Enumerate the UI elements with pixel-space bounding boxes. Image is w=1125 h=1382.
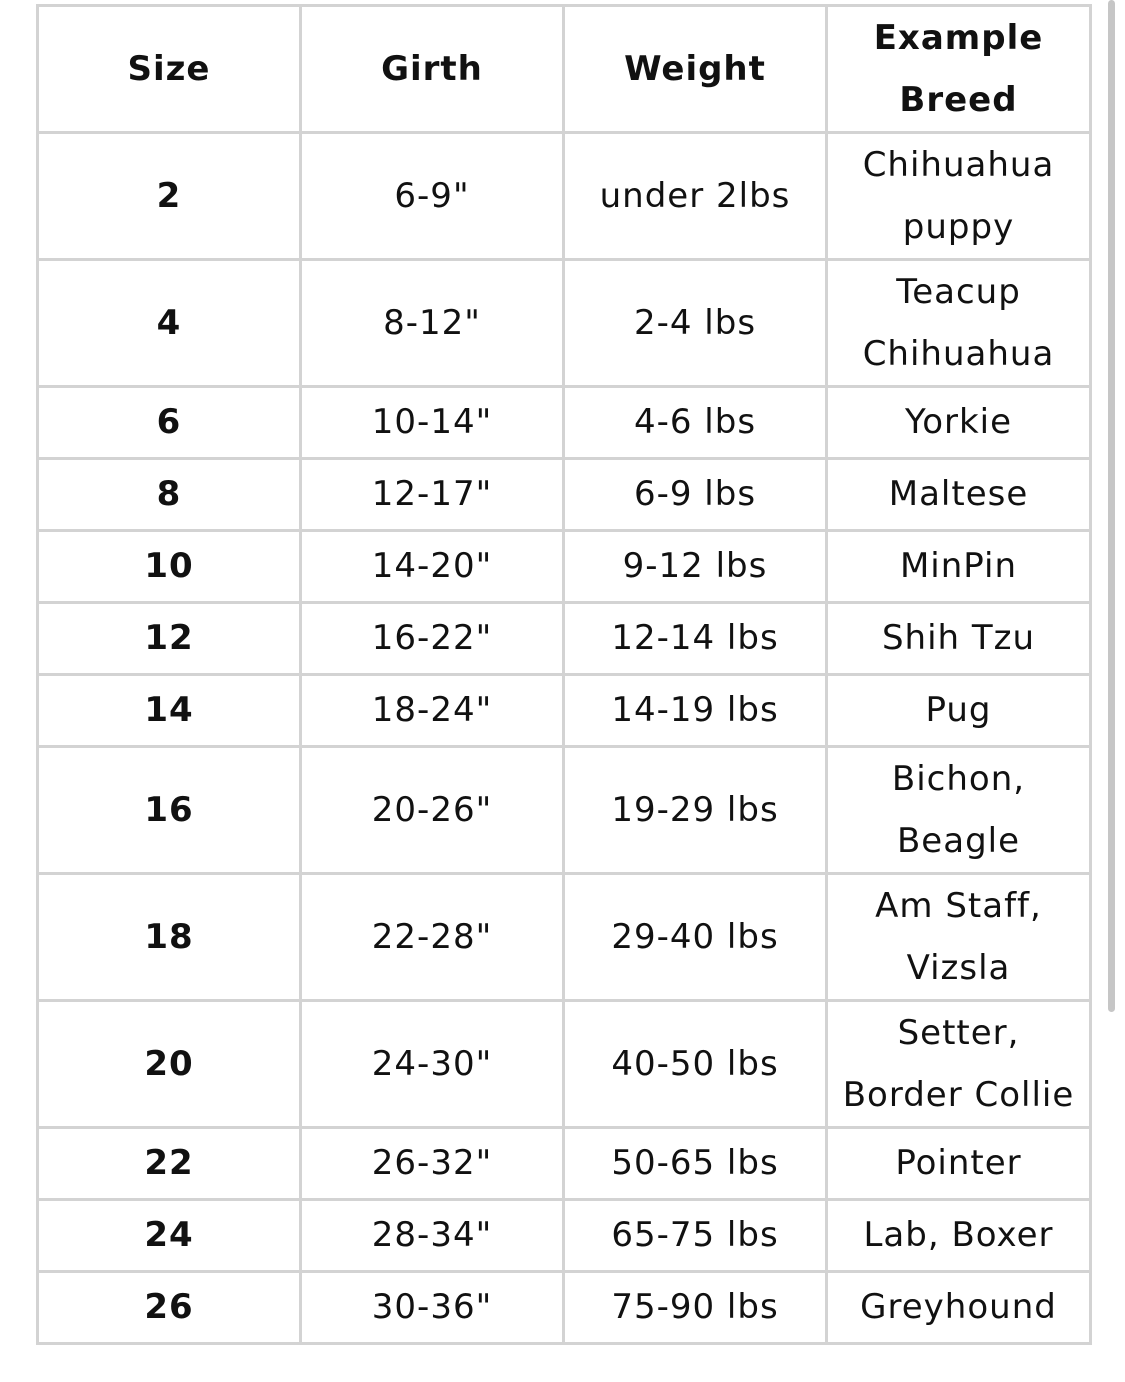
girth-cell: 20-26" bbox=[301, 747, 564, 874]
header-row bbox=[38, 6, 1091, 133]
table-row bbox=[38, 133, 1091, 260]
weight-cell: under 2lbs bbox=[564, 133, 827, 260]
weight-cell: 2-4 lbs bbox=[564, 260, 827, 387]
breed-cell: Maltese bbox=[827, 459, 1091, 531]
weight-cell: 6-9 lbs bbox=[564, 459, 827, 531]
weight-cell: 75-90 lbs bbox=[564, 1272, 827, 1344]
breed-cell: Teacup Chihuahua bbox=[827, 260, 1091, 387]
girth-cell: 18-24" bbox=[301, 675, 564, 747]
header-size: Size bbox=[38, 6, 301, 133]
header-example-breed: Example Breed bbox=[827, 6, 1091, 133]
girth-cell: 26-32" bbox=[301, 1128, 564, 1200]
weight-cell: 4-6 lbs bbox=[564, 387, 827, 459]
weight-cell: 29-40 lbs bbox=[564, 874, 827, 1001]
size-cell: 24 bbox=[38, 1200, 301, 1272]
girth-cell: 22-28" bbox=[301, 874, 564, 1001]
breed-cell: Am Staff, Vizsla bbox=[827, 874, 1091, 1001]
breed-cell: Greyhound bbox=[827, 1272, 1091, 1344]
weight-cell: 12-14 lbs bbox=[564, 603, 827, 675]
vertical-scrollbar[interactable] bbox=[1108, 0, 1115, 1012]
size-cell: 10 bbox=[38, 531, 301, 603]
breed-cell: Shih Tzu bbox=[827, 603, 1091, 675]
table-row bbox=[38, 260, 1091, 387]
breed-cell: Chihuahua puppy bbox=[827, 133, 1091, 260]
weight-cell: 9-12 lbs bbox=[564, 531, 827, 603]
table-row bbox=[38, 387, 1091, 459]
size-cell: 8 bbox=[38, 459, 301, 531]
size-cell: 16 bbox=[38, 747, 301, 874]
breed-cell: Setter, Border Collie bbox=[827, 1001, 1091, 1128]
size-cell: 6 bbox=[38, 387, 301, 459]
breed-cell: Yorkie bbox=[827, 387, 1091, 459]
size-cell: 18 bbox=[38, 874, 301, 1001]
girth-cell: 10-14" bbox=[301, 387, 564, 459]
table-row bbox=[38, 747, 1091, 874]
size-cell: 14 bbox=[38, 675, 301, 747]
table-row bbox=[38, 531, 1091, 603]
girth-cell: 28-34" bbox=[301, 1200, 564, 1272]
girth-cell: 6-9" bbox=[301, 133, 564, 260]
table-row bbox=[38, 603, 1091, 675]
weight-cell: 40-50 lbs bbox=[564, 1001, 827, 1128]
girth-cell: 8-12" bbox=[301, 260, 564, 387]
weight-cell: 19-29 lbs bbox=[564, 747, 827, 874]
girth-cell: 16-22" bbox=[301, 603, 564, 675]
size-cell: 26 bbox=[38, 1272, 301, 1344]
breed-cell: Pug bbox=[827, 675, 1091, 747]
size-cell: 12 bbox=[38, 603, 301, 675]
size-cell: 22 bbox=[38, 1128, 301, 1200]
table-row bbox=[38, 874, 1091, 1001]
table-row bbox=[38, 1200, 1091, 1272]
weight-cell: 65-75 lbs bbox=[564, 1200, 827, 1272]
table-row bbox=[38, 459, 1091, 531]
girth-cell: 14-20" bbox=[301, 531, 564, 603]
header-girth: Girth bbox=[301, 6, 564, 133]
table-row bbox=[38, 1128, 1091, 1200]
size-cell: 20 bbox=[38, 1001, 301, 1128]
size-chart-table bbox=[36, 4, 1092, 1345]
breed-cell: Pointer bbox=[827, 1128, 1091, 1200]
breed-cell: Lab, Boxer bbox=[827, 1200, 1091, 1272]
table-row bbox=[38, 1001, 1091, 1128]
girth-cell: 30-36" bbox=[301, 1272, 564, 1344]
table-row bbox=[38, 675, 1091, 747]
weight-cell: 50-65 lbs bbox=[564, 1128, 827, 1200]
header-weight: Weight bbox=[564, 6, 827, 133]
breed-cell: MinPin bbox=[827, 531, 1091, 603]
girth-cell: 12-17" bbox=[301, 459, 564, 531]
weight-cell: 14-19 lbs bbox=[564, 675, 827, 747]
breed-cell: Bichon, Beagle bbox=[827, 747, 1091, 874]
table-row bbox=[38, 1272, 1091, 1344]
girth-cell: 24-30" bbox=[301, 1001, 564, 1128]
size-cell: 4 bbox=[38, 260, 301, 387]
size-cell: 2 bbox=[38, 133, 301, 260]
